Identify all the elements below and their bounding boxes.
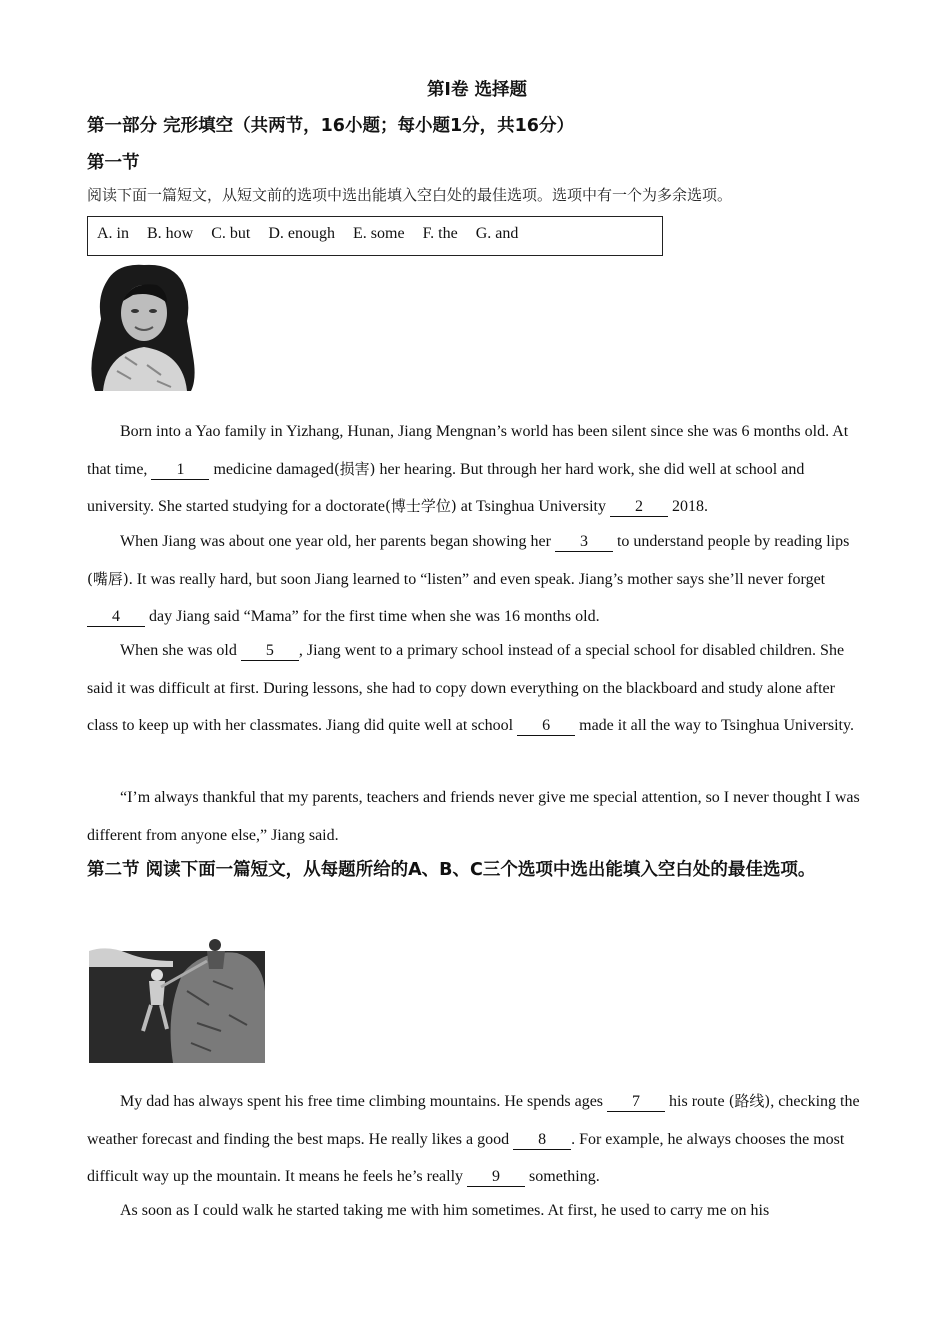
passage1-paragraph4: “I’m always thankful that my parents, teachers and friends never give me special attention, so I never thought I was different from anyone else,” Jiang said. [87, 789, 860, 844]
passage2-paragraph1: My dad has always spent his free time climbing mountains. He spends ages 7 his route (路线), checking the weather forecast and finding the best maps. He really likes a good 8 . For example, he always chooses the most difficult way up the mountain. It means he feels he’s really 9 something. [87, 1092, 860, 1185]
blank-4[interactable]: 4 [87, 608, 145, 627]
option-b: B. how [147, 225, 194, 242]
blank-6[interactable]: 6 [517, 717, 575, 736]
section2-heading: 第二节 阅读下面一篇短文，从每题所给的A、B、C三个选项中选出能填入空白处的最佳选项。 [87, 860, 816, 880]
blank-9[interactable]: 9 [467, 1168, 525, 1187]
option-d: D. enough [268, 225, 336, 242]
options-list [97, 225, 532, 243]
climbing-photo [87, 931, 265, 1063]
blank-3[interactable]: 3 [555, 533, 613, 552]
page-title: 第Ⅰ卷 选择题 [426, 80, 528, 100]
passage1-paragraph1: Born into a Yao family in Yizhang, Hunan, Jiang Mengnan’s world has been silent since she was 6 months old. At that time, 1 medicine damaged(损害) her hearing. But through her hard work, she did well at school and university. She started studying for a doctorate(博士学位) at Tsinghua University 2 2018. [87, 423, 849, 515]
option-e: E. some [353, 225, 405, 242]
option-f: F. the [422, 225, 458, 242]
passage1-paragraph2: When Jiang was about one year old, her parents began showing her 3 to understand people by reading lips (嘴唇). It was really hard, but soon Jiang learned to “listen” and even speak. Jiang’s mother says she’ll never forget 4 day Jiang said “Mama” for the first time when she was 16 months old. [87, 533, 850, 625]
blank-2[interactable]: 2 [610, 498, 668, 517]
blank-7[interactable]: 7 [607, 1093, 665, 1112]
passage1-paragraph3: When she was old 5 , Jiang went to a primary school instead of a special school for disabled children. She said it was difficult at first. During lessons, she had to copy down everything on the blackboard and study alone after class to keep up with her classmates. Jiang did quite well at school 6 made it all the way to Tsinghua University. [87, 642, 854, 734]
option-g: G. and [475, 225, 519, 242]
section1-heading: 第一节 [87, 153, 140, 173]
blank-8[interactable]: 8 [513, 1131, 571, 1150]
blank-1[interactable]: 1 [151, 461, 209, 480]
blank-5[interactable]: 5 [241, 642, 299, 661]
passage2-paragraph2: As soon as I could walk he started taking me with him sometimes. At first, he used to carry me on his [120, 1202, 770, 1219]
option-a: A. in [97, 225, 129, 242]
option-c: C. but [211, 225, 251, 242]
section1-instruction: 阅读下面一篇短文，从短文前的选项中选出能填入空白处的最佳选项。选项中有一个为多余选项。 [87, 186, 733, 204]
part-heading: 第一部分 完形填空（共两节，16小题；每小题1分，共16分） [87, 116, 574, 136]
portrait-photo [87, 261, 201, 393]
